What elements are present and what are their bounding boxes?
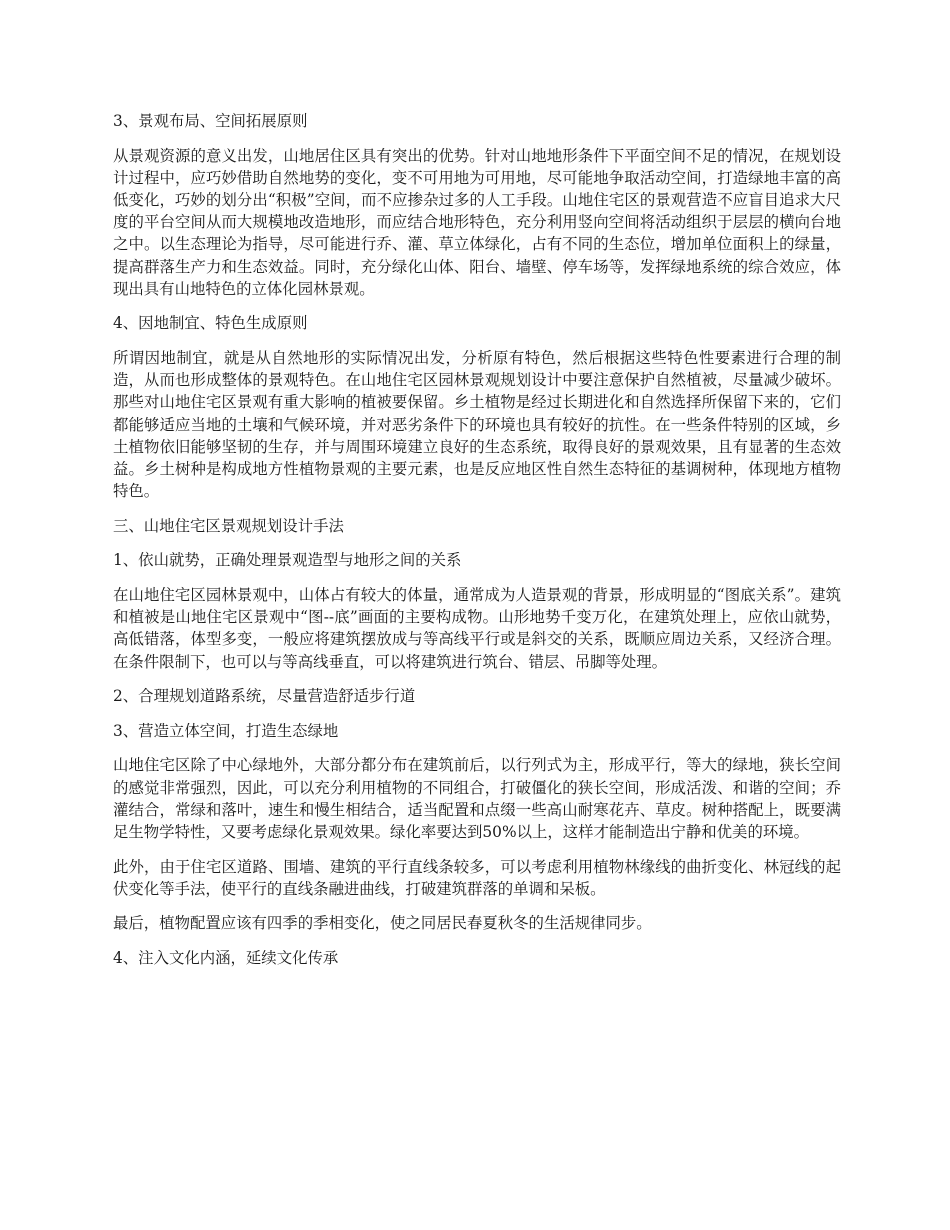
document-page bbox=[113, 110, 841, 982]
paragraph-local-conditions: 所谓因地制宜，就是从自然地形的实际情况出发，分析原有特色，然后根据这些特色性要素进行合理的制造，从而也形成整体的景观特色。在山地住宅区园林景观规划设计中要注意保护自然植被，尽量减少破坏。那些对山地住宅区景观有重大影响的植被要保留。乡土植物是经过长期进化和自然选择所保留下来的，它们都能够适应当地的土壤和气候环境，并对恶劣条件下的环境也具有较好的抗性。在一些条件特别的区域，乡土植物依旧能够坚韧的生存，并与周围环境建立良好的生态系统，取得良好的景观效果，且有显著的生态效益。乡土树种是构成地方性植物景观的主要元素，也是反应地区性自然生态特征的基调树种，体现地方植物特色。 bbox=[113, 349, 841, 501]
paragraph-terrain-relation: 在山地住宅区园林景观中，山体占有较大的体量，通常成为人造景观的背景，形成明显的“图底关系”。建筑和植被是山地住宅区景观中“图--底”画面的主要构成物。山形地势千变万化，在建筑处理上，应依山就势，高低错落，体型多变，一般应将建筑摆放成与等高线平行或是斜交的关系，既顺应周边关系，又经济合理。在条件限制下，也可以与等高线垂直，可以将建筑进行筑台、错层、吊脚等处理。 bbox=[113, 586, 841, 671]
section-heading-terrain-relation: 1、依山就势，正确处理景观造型与地形之间的关系 bbox=[113, 551, 462, 570]
paragraph-seasonal-change: 最后，植物配置应该有四季的季相变化，使之同居民春夏秋冬的生活规律同步。 bbox=[113, 914, 652, 933]
paragraph-plant-edges: 此外，由于住宅区道路、围墙、建筑的平行直线条较多，可以考虑利用植物林缘线的曲折变化、林冠线的起伏变化等手法，使平行的直线条融进曲线，打破建筑群落的单调和呆板。 bbox=[113, 857, 841, 898]
section-heading-local-conditions: 4、因地制宜、特色生成原则 bbox=[113, 314, 308, 333]
section-heading-culture: 4、注入文化内涵，延续文化传承 bbox=[113, 948, 339, 967]
section-heading-road-system: 2、合理规划道路系统，尽量营造舒适步行道 bbox=[113, 687, 416, 706]
section-heading-ecological-green: 3、营造立体空间，打造生态绿地 bbox=[113, 721, 339, 740]
chapter-heading-design-methods: 三、山地住宅区景观规划设计手法 bbox=[113, 516, 344, 535]
paragraph-landscape-layout: 从景观资源的意义出发，山地居住区具有突出的优势。针对山地地形条件下平面空间不足的情况，在规划设计过程中，应巧妙借助自然地势的变化，变不可用地为可用地，尽可能地争取活动空间，打造绿地丰富的高低变化，巧妙的划分出“积极”空间，而不应掺杂过多的人工手段。山地住宅区的景观营造不应盲目追求大尺度的平台空间从而大规模地改造地形，而应结合地形特色，充分利用竖向空间将活动组织于层层的横向台地之中。以生态理论为指导，尽可能进行乔、灌、草立体绿化，占有不同的生态位，增加单位面积上的绿量，提高群落生产力和生态效益。同时，充分绿化山体、阳台、墙壁、停车场等，发挥绿地系统的综合效应，体现出具有山地特色的立体化园林景观。 bbox=[113, 146, 841, 298]
section-heading-landscape-layout: 3、景观布局、空间拓展原则 bbox=[113, 112, 308, 130]
paragraph-ecological-green: 山地住宅区除了中心绿地外，大部分都分布在建筑前后，以行列式为主，形成平行，等大的绿地，狭长空间的感觉非常强烈，因此，可以充分利用植物的不同组合，打破僵化的狭长空间，形成活泼、和谐的空间；乔灌结合，常绿和落叶，速生和慢生相结合，适当配置和点缀一些高山耐寒花卉、草皮。树种搭配上，既要满足生物学特性，又要考虑绿化景观效果。绿化率要达到50%以上，这样才能制造出宁静和优美的环境。 bbox=[113, 756, 841, 841]
